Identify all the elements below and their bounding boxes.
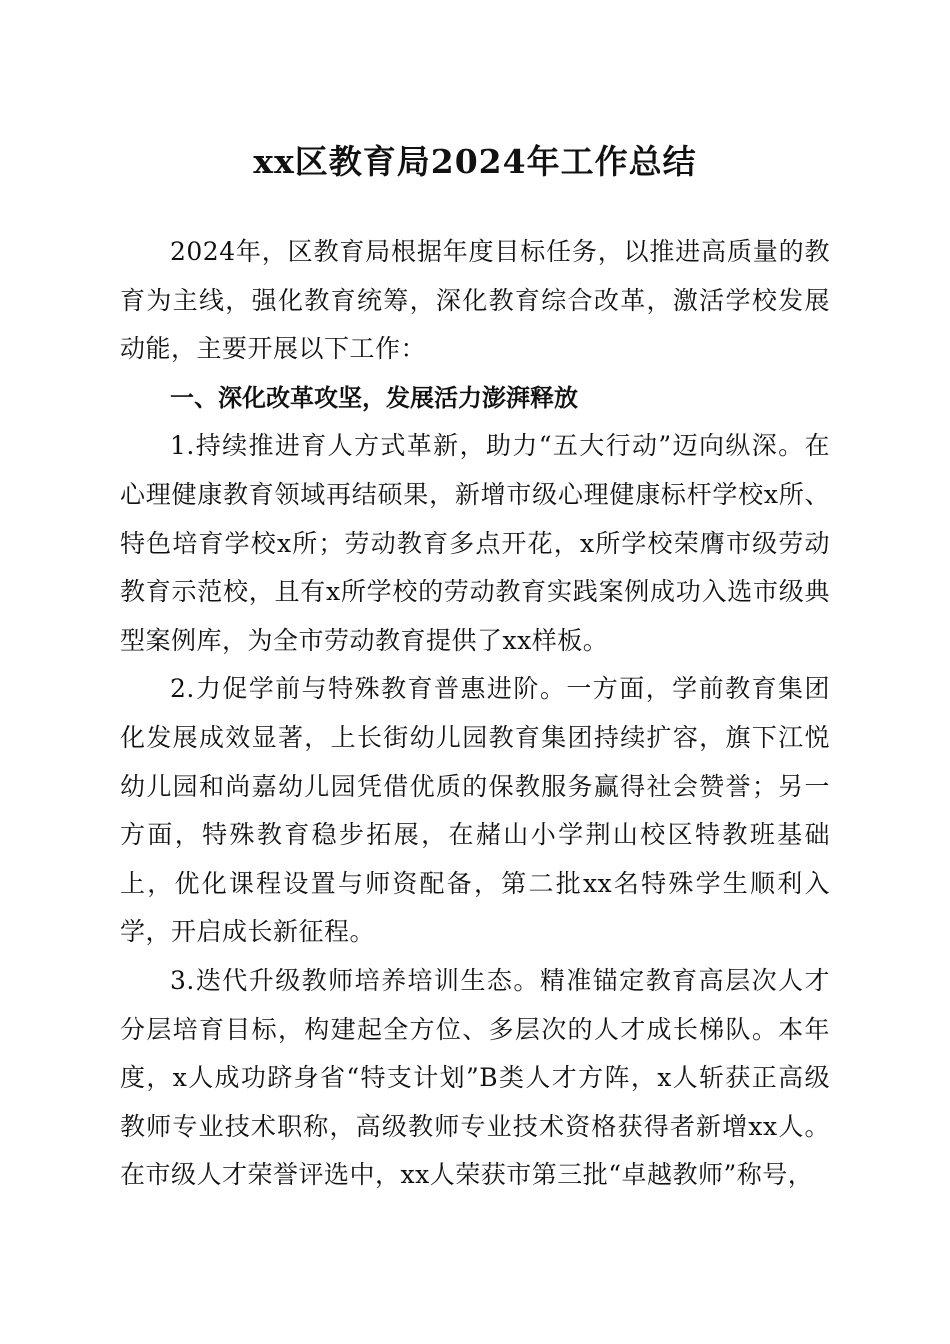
body-paragraph: 3.迭代升级教师培养培训生态。精准锚定教育高层次人才分层培育目标，构建起全方位、多层次的人才成长梯队。本年度，x人成功跻身省“特支计划”B类人才方阵，x人斩获正高级教师专业技术职称，高级教师专业技术资格获得者新增xx人。在市级人才荣誉评选中，xx人荣获市第三批“卓越教师”称号， [120, 965, 830, 1190]
document-title: xx区教育局2024年工作总结 [253, 142, 697, 181]
document-body [120, 228, 830, 1200]
body-paragraph: 2.力促学前与特殊教育普惠进阶。一方面，学前教育集团化发展成效显著，上长街幼儿园教育集团持续扩容，旗下江悦幼儿园和尚嘉幼儿园凭借优质的保教服务赢得社会赞誉；另一方面，特殊教育稳步拓展，在赭山小学荆山校区特教班基础上，优化课程设置与师资配备，第二批xx名特殊学生顺利入学，开启成长新征程。 [120, 674, 830, 947]
body-paragraph: 1.持续推进育人方式革新，助力“五大行动”迈向纵深。在心理健康教育领域再结硕果，新增市级心理健康标杆学校x所、特色培育学校x所；劳动教育多点开花，x所学校荣膺市级劳动教育示范校，且有x所学校的劳动教育实践案例成功入选市级典型案例库，为全市劳动教育提供了xx样板。 [120, 431, 830, 655]
section-heading: 一、深化改革攻坚，发展活力澎湃释放 [170, 383, 578, 412]
intro-paragraph: 2024年，区教育局根据年度目标任务，以推进高质量的教育为主线，强化教育统筹，深化教育综合改革，激活学校发展动能，主要开展以下工作： [120, 237, 830, 364]
